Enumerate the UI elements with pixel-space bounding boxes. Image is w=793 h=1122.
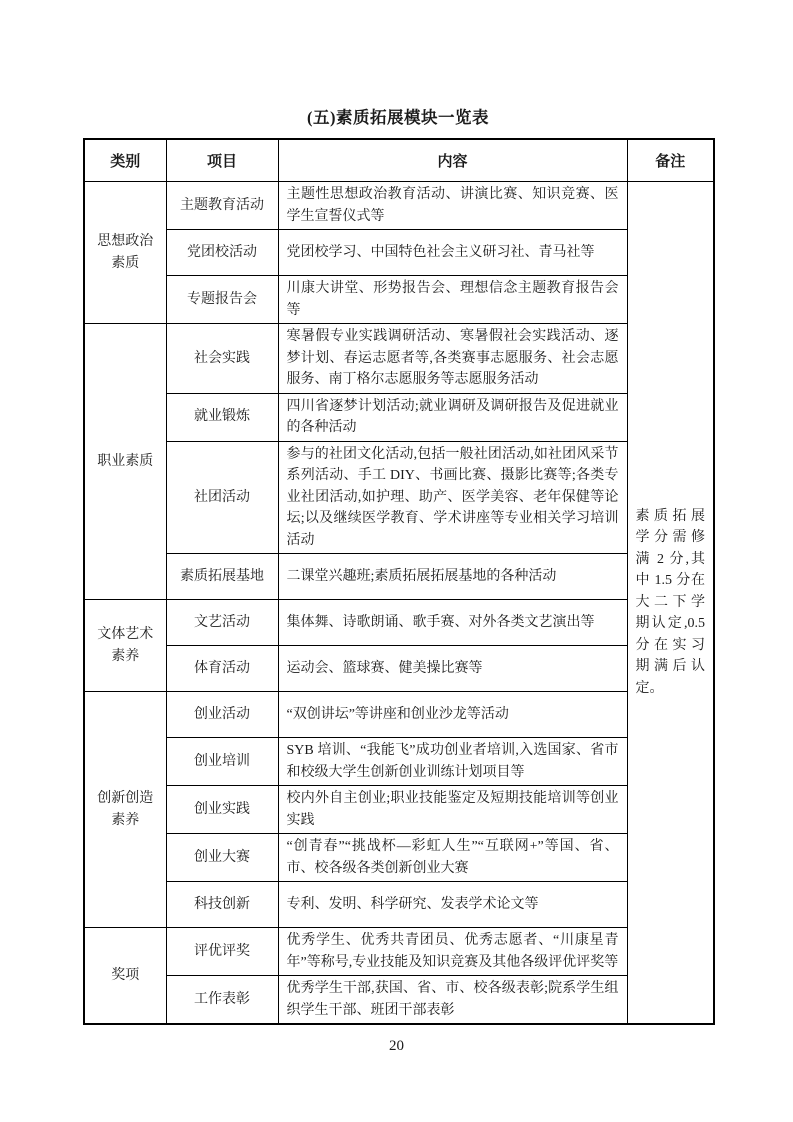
category-cell: 创新创造素养	[84, 692, 166, 928]
project-cell: 素质拓展基地	[166, 554, 278, 600]
content-cell: 川康大讲堂、形势报告会、理想信念主题教育报告会等	[278, 276, 627, 324]
project-cell: 就业锻炼	[166, 393, 278, 441]
project-cell: 主题教育活动	[166, 182, 278, 230]
content-cell: 二课堂兴趣班;素质拓展拓展基地的各种活动	[278, 554, 627, 600]
table-row	[84, 441, 714, 554]
project-cell: 评优评奖	[166, 928, 278, 976]
project-cell: 创业大赛	[166, 834, 278, 882]
project-cell: 工作表彰	[166, 976, 278, 1025]
page-title: (五)素质拓展模块一览表	[307, 108, 489, 127]
table-row	[84, 393, 714, 441]
table-row	[84, 324, 714, 394]
content-cell: 党团校学习、中国特色社会主义研习社、青马社等	[278, 230, 627, 276]
content-cell: 优秀学生、优秀共青团员、优秀志愿者、“川康星青年”等称号,专业技能及知识竞赛及其他各级评优评奖等	[278, 928, 627, 976]
table-row	[84, 928, 714, 976]
content-cell: 运动会、篮球赛、健美操比赛等	[278, 646, 627, 692]
table-row	[84, 554, 714, 600]
table-row	[84, 692, 714, 738]
content-cell: 四川省逐梦计划活动;就业调研及调研报告及促进就业的各种活动	[278, 393, 627, 441]
content-cell: SYB 培训、“我能飞”成功创业者培训,入选国家、省市和校级大学生创新创业训练计划项目等	[278, 738, 627, 786]
header-row	[84, 139, 714, 182]
content-cell: 校内外自主创业;职业技能鉴定及短期技能培训等创业实践	[278, 786, 627, 834]
page-number: 20	[389, 1038, 404, 1054]
category-cell: 思想政治素质	[84, 182, 166, 324]
category-cell: 文体艺术素养	[84, 600, 166, 692]
quality-expansion-module-table	[83, 138, 715, 1025]
project-cell: 科技创新	[166, 882, 278, 928]
table-row	[84, 600, 714, 646]
header-category: 类别	[84, 139, 166, 182]
content-cell: 寒暑假专业实践调研活动、寒暑假社会实践活动、逐梦计划、春运志愿者等,各类赛事志愿服务、社会志愿服务、南丁格尔志愿服务等志愿服务活动	[278, 324, 627, 394]
content-cell: 参与的社团文化活动,包括一般社团活动,如社团风采节系列活动、手工 DIY、书画比赛、摄影比赛等;各类专业社团活动,如护理、助产、医学美容、老年保健等论坛;以及继续医学教育、学术讲座等专业相关学习培训活动	[278, 441, 627, 554]
category-cell: 职业素质	[84, 324, 166, 600]
table-row	[84, 230, 714, 276]
table-row	[84, 646, 714, 692]
table-row	[84, 738, 714, 786]
table-row	[84, 182, 714, 230]
content-cell: 优秀学生干部,获国、省、市、校各级表彰;院系学生组织学生干部、班团干部表彰	[278, 976, 627, 1025]
header-project: 项目	[166, 139, 278, 182]
header-content: 内容	[278, 139, 627, 182]
content-cell: 主题性思想政治教育活动、讲演比赛、知识竞赛、医学生宣誓仪式等	[278, 182, 627, 230]
project-cell: 文艺活动	[166, 600, 278, 646]
project-cell: 党团校活动	[166, 230, 278, 276]
table-row	[84, 276, 714, 324]
table-row	[84, 834, 714, 882]
table-row	[84, 882, 714, 928]
project-cell: 体育活动	[166, 646, 278, 692]
table-row	[84, 786, 714, 834]
category-cell: 奖项	[84, 928, 166, 1025]
header-remark: 备注	[627, 139, 714, 182]
table-row	[84, 976, 714, 1025]
content-cell: “创青春”“挑战杯—彩虹人生”“互联网+”等国、省、市、校各级各类创新创业大赛	[278, 834, 627, 882]
project-cell: 社会实践	[166, 324, 278, 394]
project-cell: 创业活动	[166, 692, 278, 738]
remark-cell: 素质拓展学分需修满 2 分,其中 1.5 分在大二下学期认定,0.5 分在实习期满后认定。	[627, 182, 714, 1025]
project-cell: 创业实践	[166, 786, 278, 834]
project-cell: 社团活动	[166, 441, 278, 554]
content-cell: 集体舞、诗歌朗诵、歌手赛、对外各类文艺演出等	[278, 600, 627, 646]
content-cell: 专利、发明、科学研究、发表学术论文等	[278, 882, 627, 928]
content-cell: “双创讲坛”等讲座和创业沙龙等活动	[278, 692, 627, 738]
project-cell: 专题报告会	[166, 276, 278, 324]
project-cell: 创业培训	[166, 738, 278, 786]
